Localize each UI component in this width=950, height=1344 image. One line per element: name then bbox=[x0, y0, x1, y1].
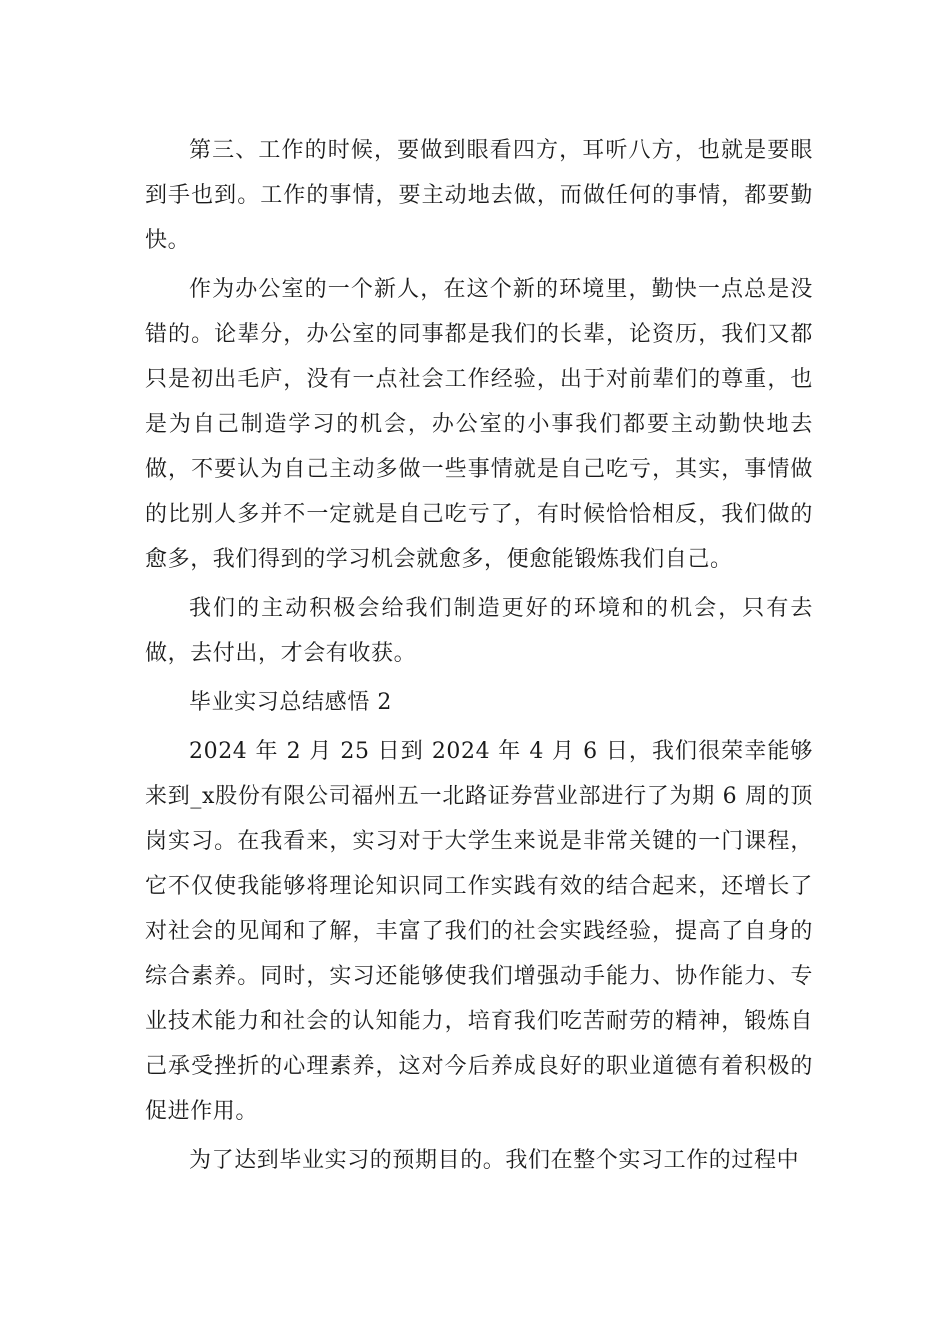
document-body bbox=[145, 128, 813, 1187]
paragraph-5: 为了达到毕业实习的预期目的。我们在整个实习工作的过程中 bbox=[189, 1148, 800, 1173]
paragraph-1: 第三、工作的时候，要做到眼看四方，耳听八方，也就是要眼到手也到。工作的事情，要主动地去做，而做任何的事情，都要勤快。 bbox=[145, 138, 813, 253]
paragraph-2: 作为办公室的一个新人，在这个新的环境里，勤快一点总是没错的。论辈分，办公室的同事都是我们的长辈，论资历，我们又都只是初出毛庐，没有一点社会工作经验，出于对前辈们的尊重，也是为自己制造学习的机会，办公室的小事我们都要主动勤快地去做，不要认为自己主动多做一些事情就是自己吃亏，其实，事情做的比别人多并不一定就是自己吃亏了，有时候恰恰相反，我们做的愈多，我们得到的学习机会就愈多，便愈能锻炼我们自己。 bbox=[145, 277, 813, 572]
section-heading: 毕业实习总结感悟 2 bbox=[189, 690, 392, 715]
paragraph-3: 我们的主动积极会给我们制造更好的环境和的机会，只有去做，去付出，才会有收获。 bbox=[145, 596, 813, 666]
paragraph-4: 2024 年 2 月 25 日到 2024 年 4 月 6 日，我们很荣幸能够来到_x股份有限公司福州五一北路证券营业部进行了为期 6 周的顶岗实习。在我看来，实习对于大学生来说是非常关键的一门课程，它不仅使我能够将理论知识同工作实践有效的结合起来，还增长了对社会的见闻和了解，丰富了我们的社会实践经验，提高了自身的综合素养。同时，实习还能够使我们增强动手能力、协作能力、专业技术能力和社会的认知能力，培育我们吃苦耐劳的精神，锻炼自己承受挫折的心理素养，这对今后养成良好的职业道德有着积极的促进作用。 bbox=[145, 739, 813, 1124]
